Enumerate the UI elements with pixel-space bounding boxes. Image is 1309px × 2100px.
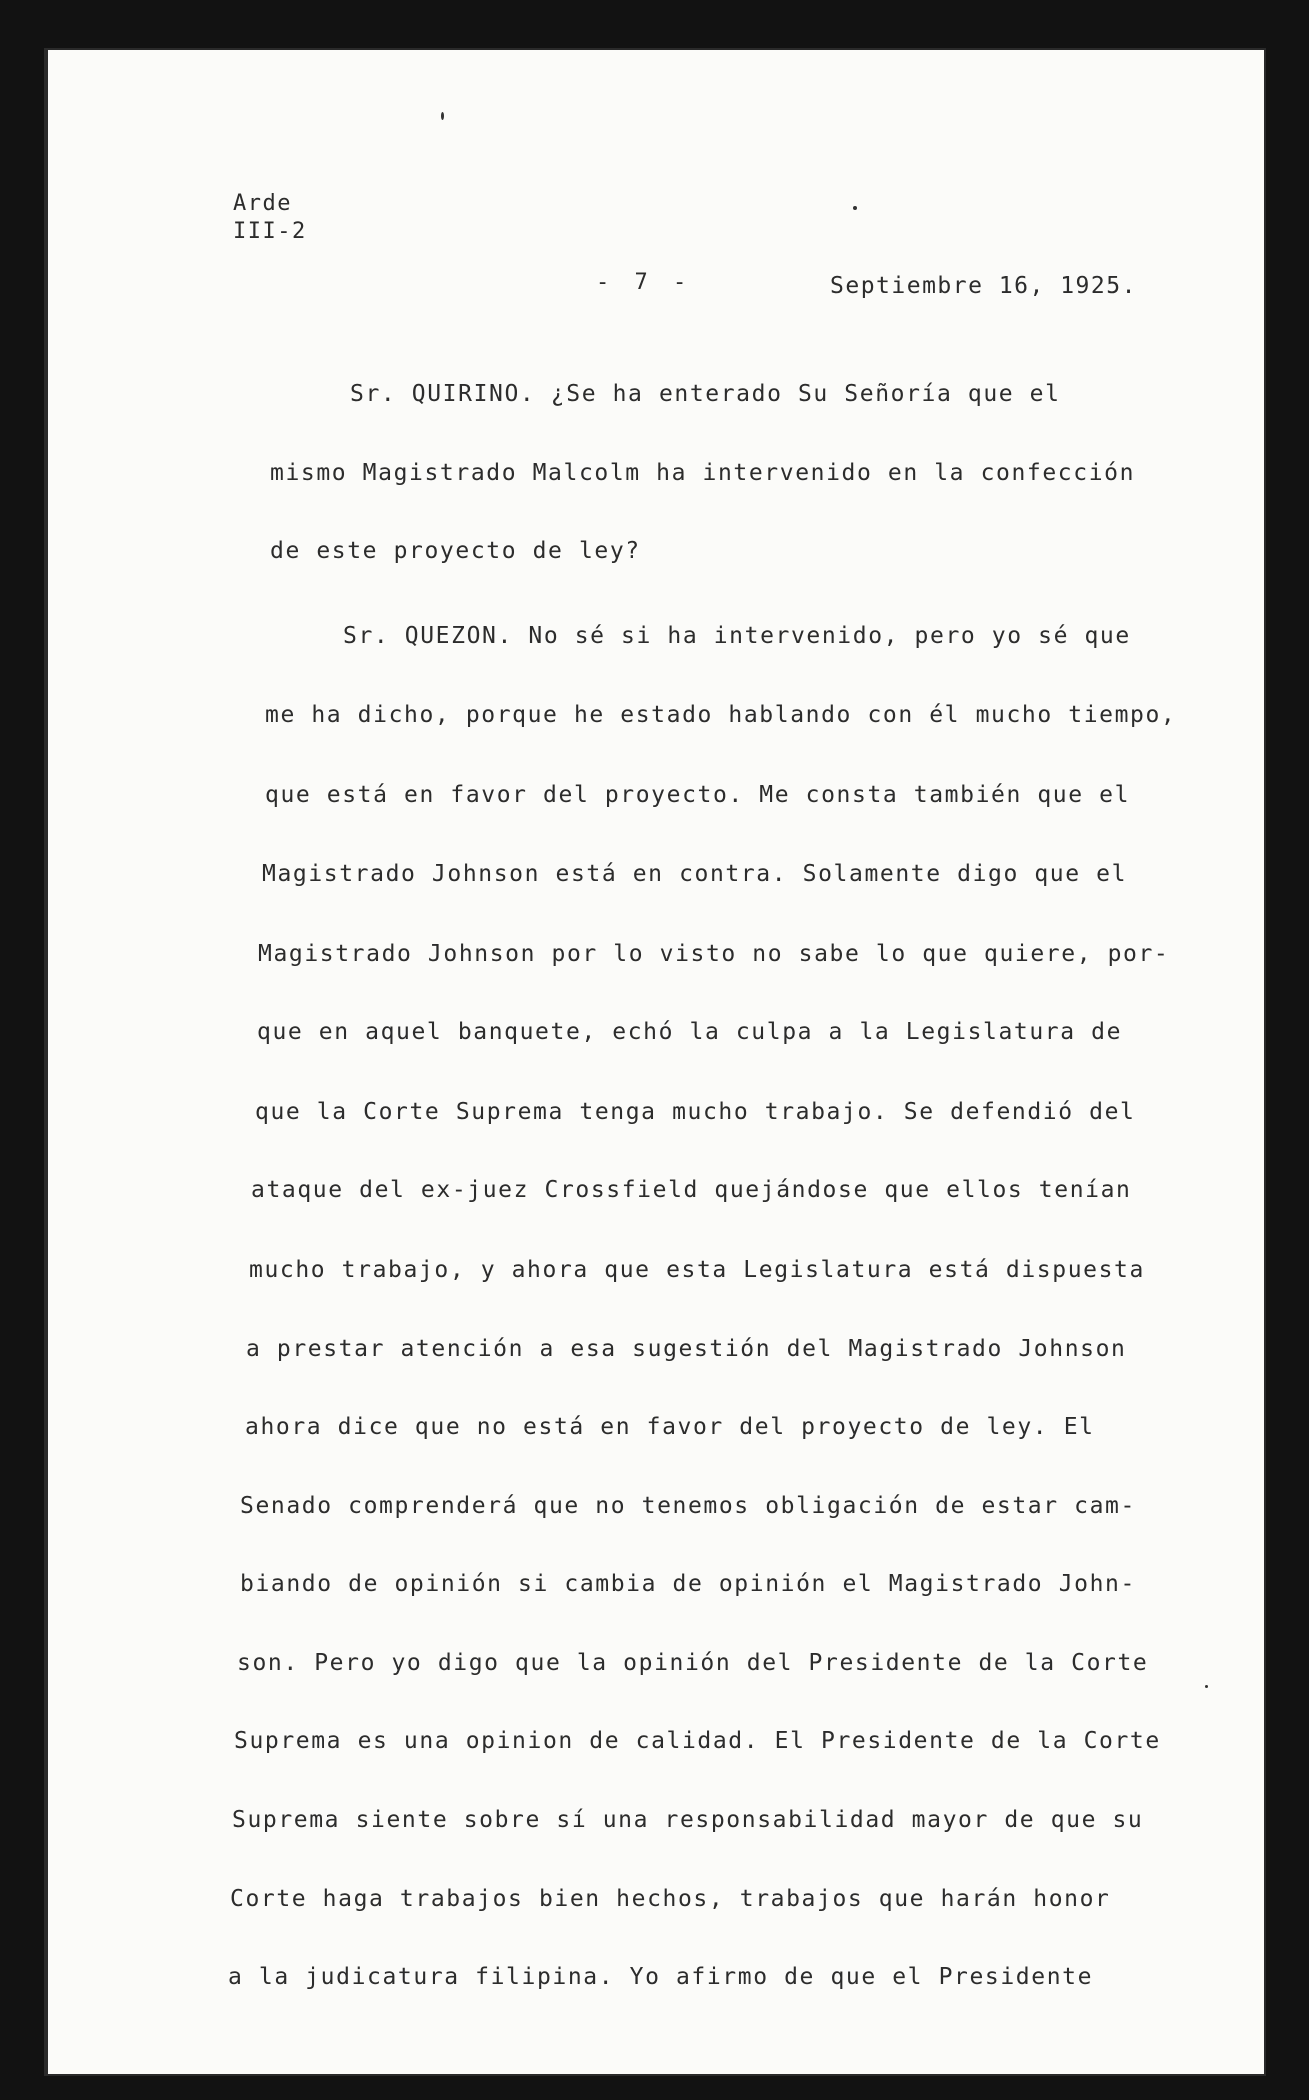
body-line: que la Corte Suprema tenga mucho trabajo. Se defendió del [255, 1099, 1136, 1125]
page-number: - 7 - [596, 270, 693, 295]
body-line: me ha dicho, porque he estado hablando con él mucho tiempo, [265, 702, 1177, 728]
ink-speck [853, 206, 857, 210]
body-line: ataque del ex-juez Crossfield quejándose que ellos tenían [251, 1177, 1132, 1203]
body-line: Suprema siente sobre sí una responsabilidad mayor de que su [232, 1807, 1144, 1833]
body-line: que en aquel banquete, echó la culpa a la Legislatura de [257, 1019, 1123, 1045]
body-line: ahora dice que no está en favor del proyecto de ley. El [245, 1414, 1095, 1440]
body-line: Sr. QUIRINO. ¿Se ha enterado Su Señoría que el [350, 381, 1061, 407]
body-line: que está en favor del proyecto. Me consta también que el [265, 782, 1131, 808]
header-author: Arde [233, 191, 292, 216]
body-line: son. Pero yo digo que la opinión del Presidente de la Corte [237, 1650, 1149, 1676]
body-line: Senado comprenderá que no tenemos obligación de estar cam- [240, 1493, 1136, 1519]
body-line: mucho trabajo, y ahora que esta Legislatura está dispuesta [249, 1257, 1145, 1283]
body-line: biando de opinión si cambia de opinión el Magistrado John- [240, 1571, 1136, 1597]
header-code: III-2 [233, 219, 307, 244]
body-line: a prestar atención a esa sugestión del Magistrado Johnson [246, 1336, 1127, 1362]
body-line: a la judicatura filipina. Yo afirmo de que el Presidente [228, 1964, 1094, 1990]
document-date: Septiembre 16, 1925. [830, 273, 1137, 299]
body-line: de este proyecto de ley? [270, 538, 641, 564]
body-line: Suprema es una opinion de calidad. El Presidente de la Corte [234, 1728, 1161, 1754]
body-line: Magistrado Johnson está en contra. Solamente digo que el [262, 861, 1128, 887]
typed-page [44, 48, 1266, 2076]
body-line: Sr. QUEZON. No sé si ha intervenido, pero yo sé que [343, 623, 1131, 649]
header-block [233, 190, 307, 246]
body-line: Magistrado Johnson por lo visto no sabe lo que quiere, por- [258, 941, 1170, 967]
page-edge [44, 48, 48, 2076]
ink-speck [1205, 1685, 1208, 1688]
body-line: Corte haga trabajos bien hechos, trabajos que harán honor [230, 1886, 1111, 1912]
ink-speck [441, 112, 444, 120]
body-line: mismo Magistrado Malcolm ha intervenido en la confección [270, 460, 1136, 486]
